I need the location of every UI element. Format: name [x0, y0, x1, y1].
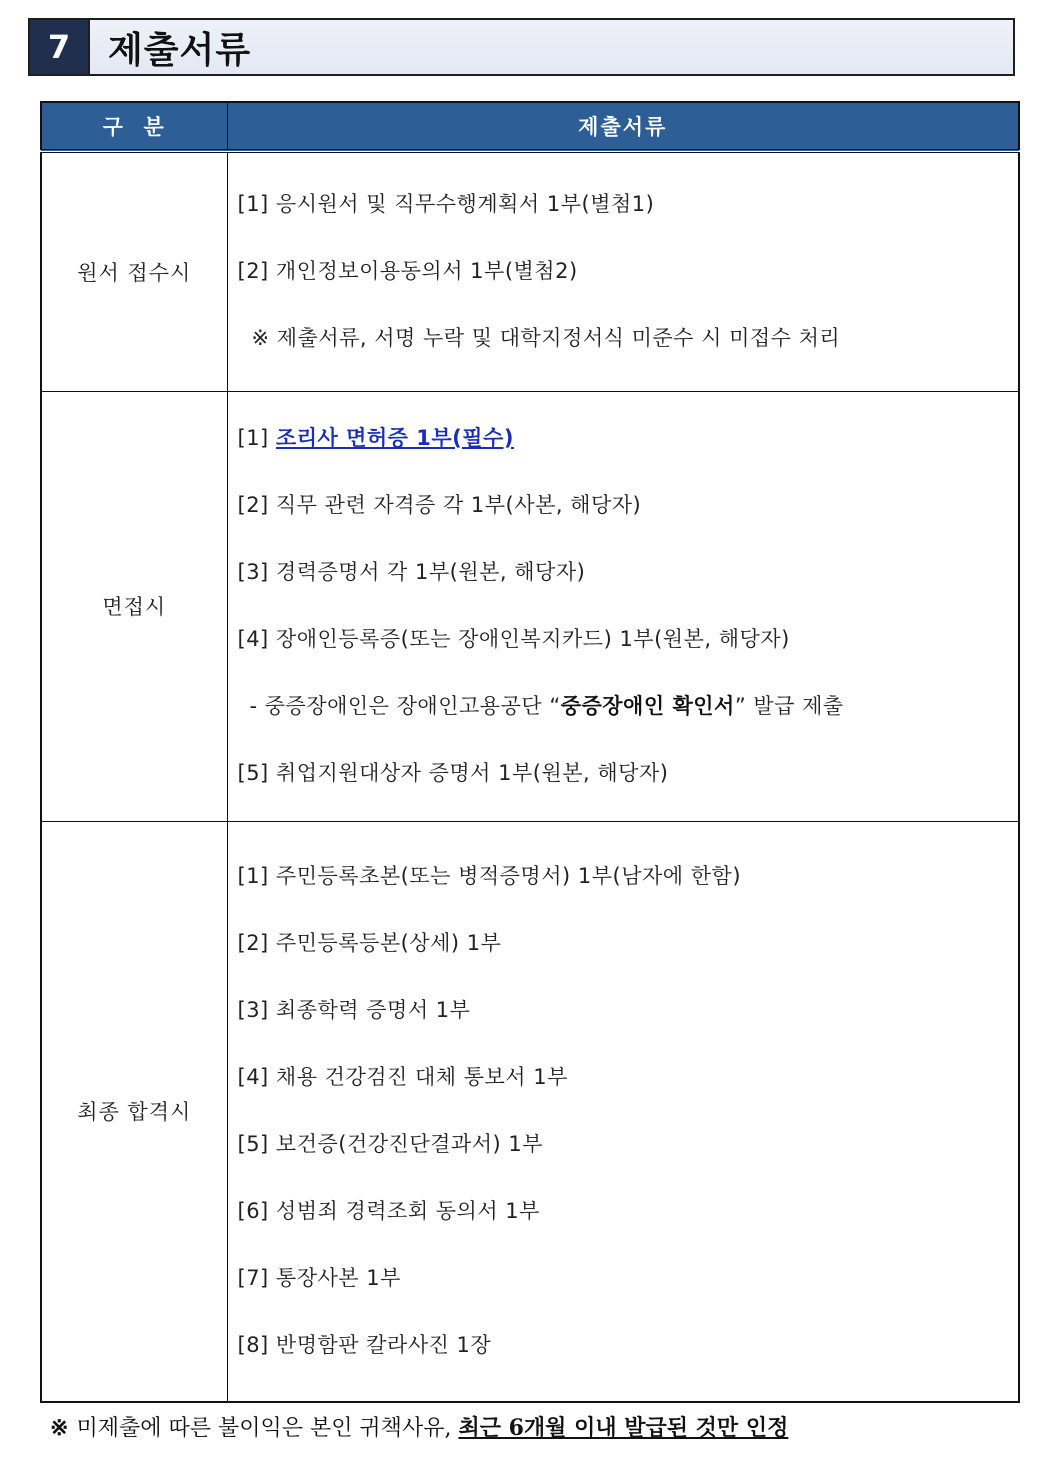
list-item: [1] 응시원서 및 직무수행계획서 1부(별첨1)	[237, 192, 655, 217]
section-title	[28, 18, 1015, 76]
reference-mark: ※	[50, 1415, 69, 1441]
footer-note	[50, 1408, 1010, 1449]
list-item: [8] 반명함판 칼라사진 1장	[237, 1333, 492, 1358]
sub-note-bold: 중증장애인 확인서	[560, 694, 735, 718]
list-item: [3] 최종학력 증명서 1부	[237, 998, 471, 1023]
list-item: [2] 주민등록등본(상세) 1부	[237, 931, 502, 956]
footer-emphasis: 최근 6개월 이내 발급된 것만 인정	[458, 1415, 789, 1441]
header-documents: 제출서류	[227, 102, 1019, 151]
documents-table	[40, 101, 1020, 1403]
required-license-text: 조리사 면허증 1부(필수)	[275, 426, 514, 450]
table-header-row	[41, 102, 1019, 151]
footer-text: 미제출에 따른 불이익은 본인 귀책사유,	[76, 1416, 459, 1441]
section-heading: 제출서류	[108, 29, 252, 71]
items-interview	[227, 391, 1019, 821]
category-interview: 면접시	[41, 391, 227, 821]
note-text: ※ 제출서류, 서명 누락 및 대학지정서식 미준수 시 미접수 처리	[251, 326, 841, 351]
item-prefix: [1]	[237, 426, 276, 450]
header-category: 구 분	[41, 102, 227, 151]
list-item: [7] 통장사본 1부	[237, 1266, 401, 1291]
table-row-interview	[41, 391, 1019, 821]
list-item: [5] 보건증(건강진단결과서) 1부	[237, 1132, 543, 1157]
list-item: [6] 성범죄 경력조회 동의서 1부	[237, 1199, 540, 1224]
table-row-final	[41, 821, 1019, 1402]
sub-note-prefix: - 중증장애인은 장애인고용공단 “	[249, 694, 561, 718]
list-item: [5] 취업지원대상자 증명서 1부(원본, 해당자)	[237, 761, 669, 785]
items-final	[227, 821, 1019, 1402]
list-item	[238, 405, 1019, 472]
list-item: [1] 주민등록초본(또는 병적증명서) 1부(남자에 한함)	[237, 864, 742, 889]
category-application: 원서 접수시	[41, 151, 227, 391]
items-application	[227, 151, 1019, 391]
list-item: [2] 개인정보이용동의서 1부(별첨2)	[237, 259, 578, 284]
section-number: 7	[30, 20, 90, 74]
sub-note	[238, 673, 1019, 740]
list-item: [3] 경력증명서 각 1부(원본, 해당자)	[237, 560, 586, 584]
list-item: [4] 장애인등록증(또는 장애인복지카드) 1부(원본, 해당자)	[237, 627, 790, 651]
sub-note-suffix: ” 발급 제출	[734, 694, 844, 718]
list-item: [2] 직무 관련 자격증 각 1부(사본, 해당자)	[237, 493, 642, 517]
list-item: [4] 채용 건강검진 대체 통보서 1부	[237, 1065, 568, 1090]
category-final: 최종 합격시	[41, 821, 227, 1402]
table-row-application	[41, 151, 1019, 391]
